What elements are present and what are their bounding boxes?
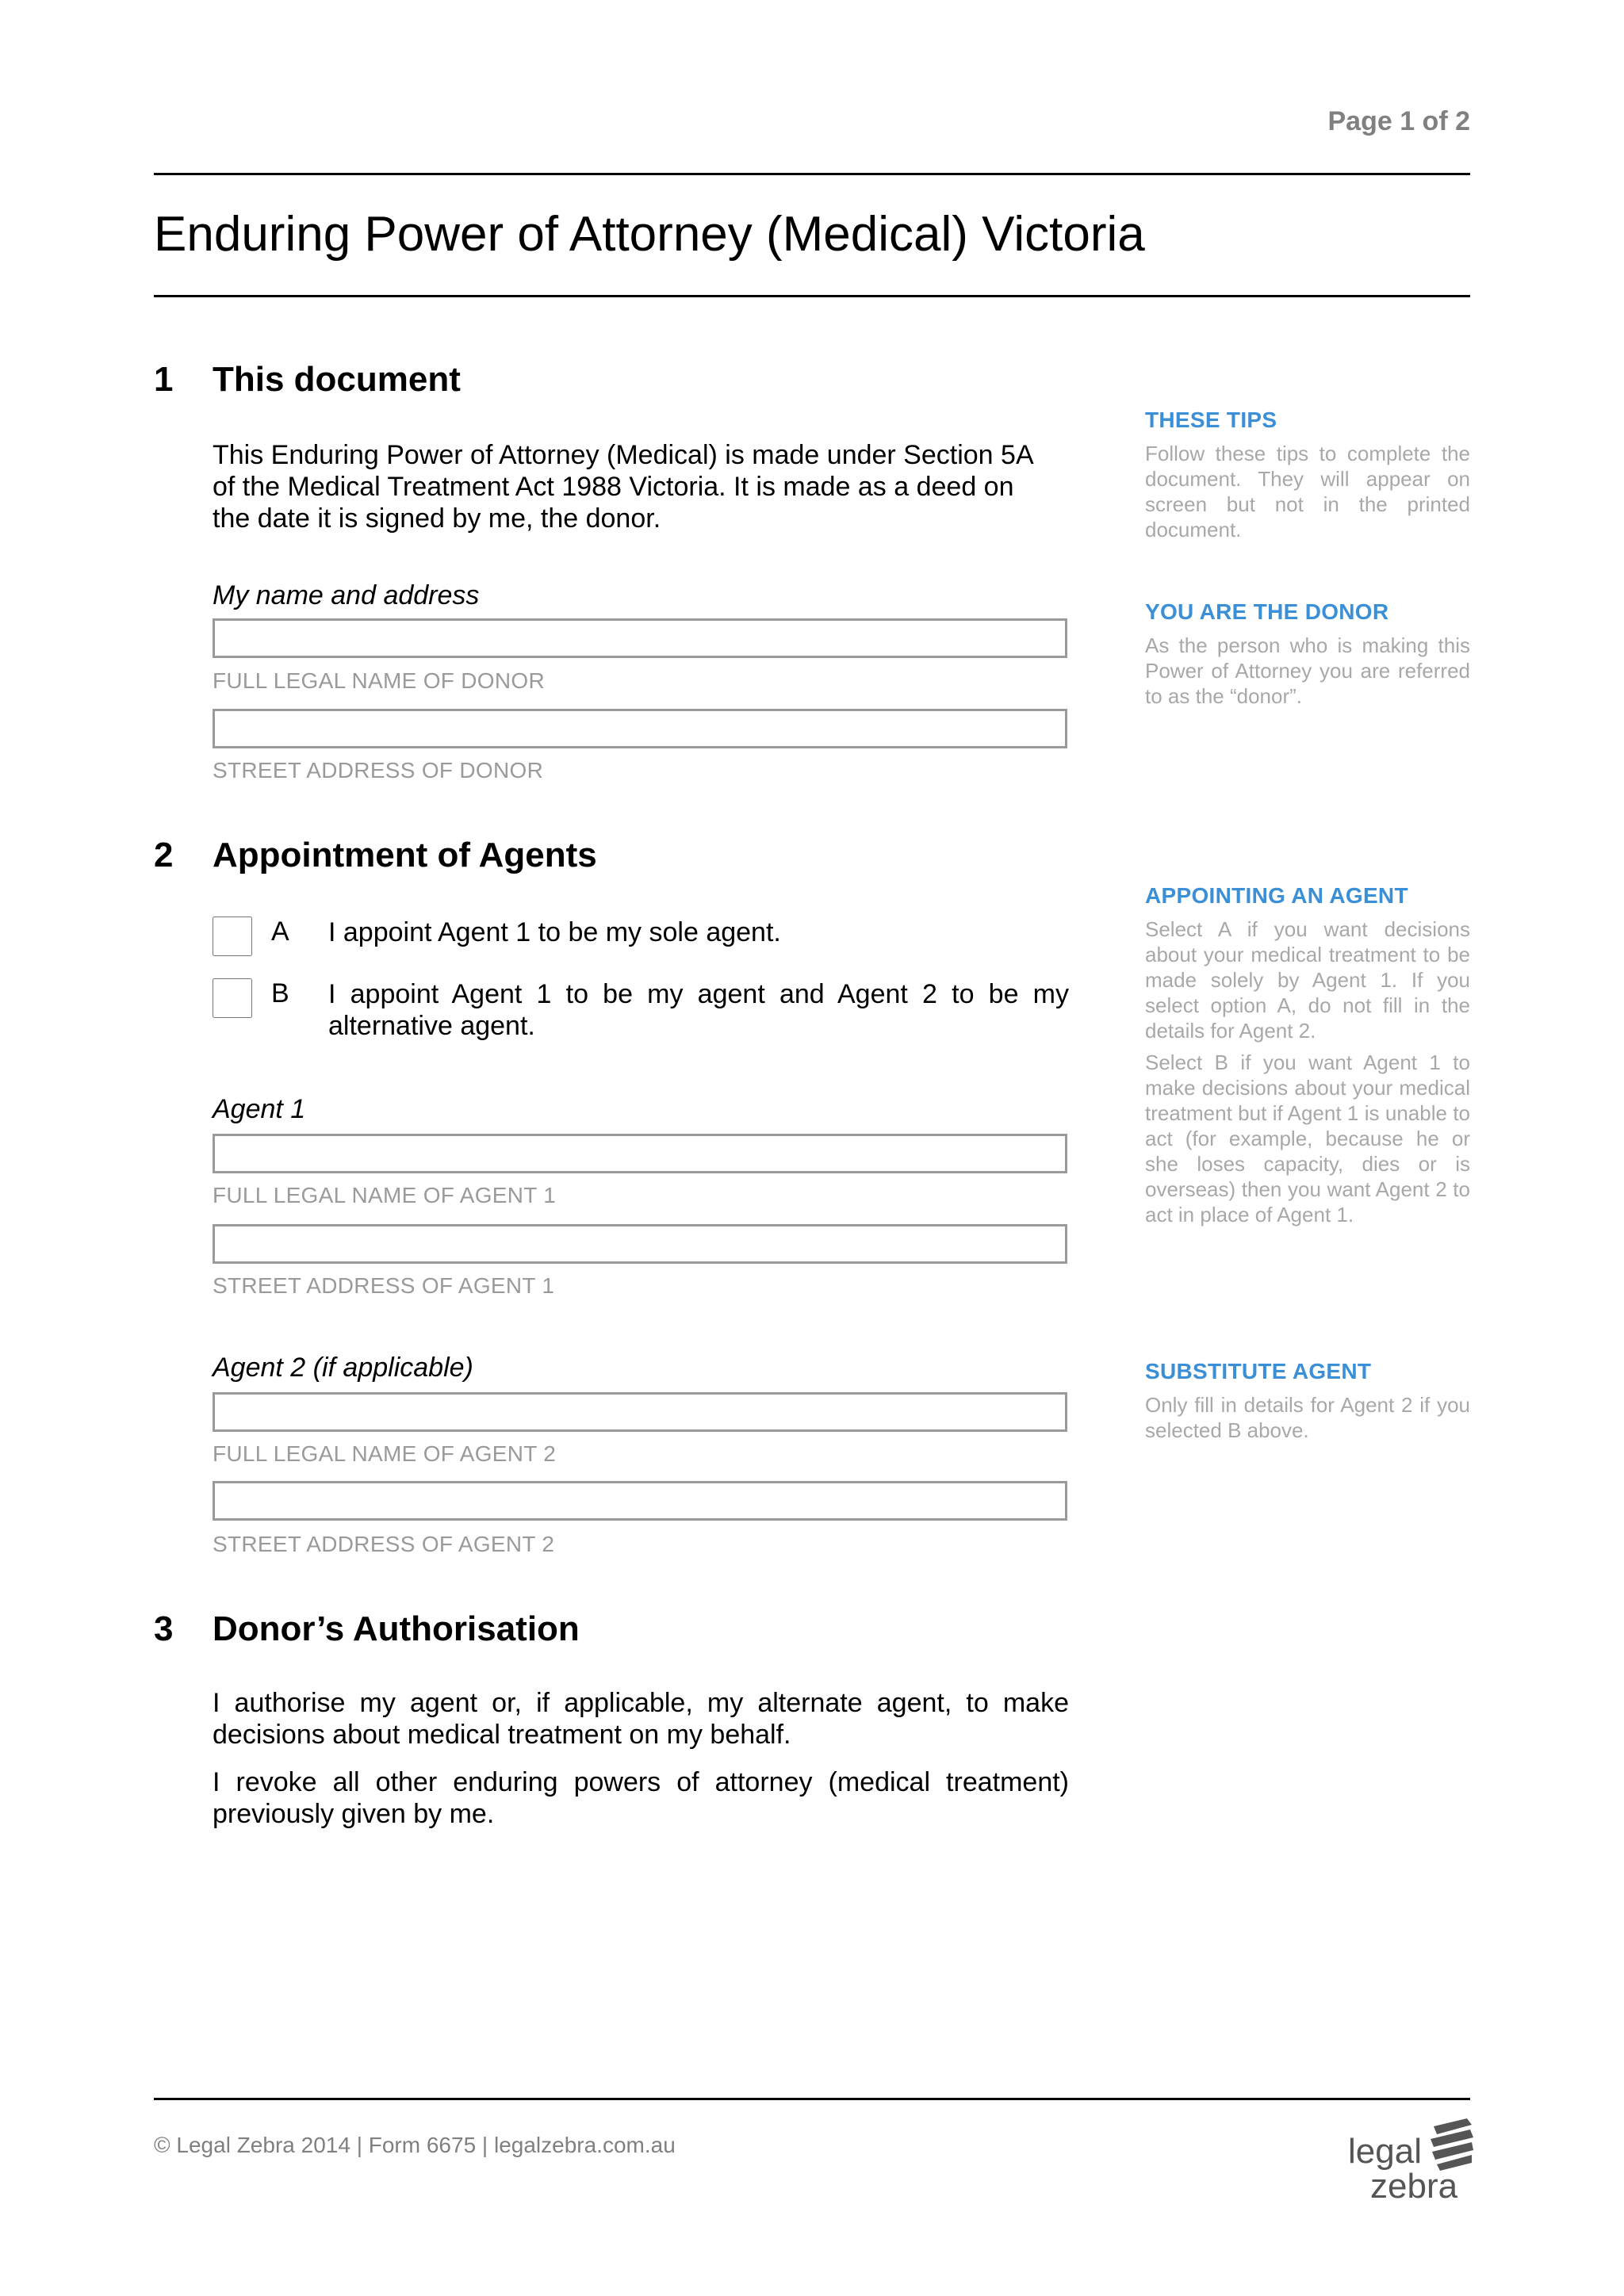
section-1-body xyxy=(213,439,1069,534)
agent-1-address-caption: STREET ADDRESS OF AGENT 1 xyxy=(213,1273,555,1298)
section-1-title: This document xyxy=(213,360,461,399)
option-b-checkbox[interactable] xyxy=(213,978,252,1018)
section-1-body-line: of the Medical Treatment Act 1988 Victoria. It is made as a deed on xyxy=(213,472,1014,502)
agent-2-address-caption: STREET ADDRESS OF AGENT 2 xyxy=(213,1532,555,1556)
agent-2-address-input[interactable] xyxy=(213,1481,1067,1521)
option-a-text: I appoint Agent 1 to be my sole agent. xyxy=(328,917,781,947)
agent-1-name-input[interactable] xyxy=(213,1134,1067,1173)
donor-name-address-label: My name and address xyxy=(213,580,480,610)
section-2-number: 2 xyxy=(154,836,174,874)
donor-address-caption: STREET ADDRESS OF DONOR xyxy=(213,758,544,783)
logo-word-legal: legal xyxy=(1348,2132,1422,2171)
agent-2-label: Agent 2 (if applicable) xyxy=(213,1353,473,1383)
logo-graphic xyxy=(1348,2115,1475,2202)
tip-text-substitute: Only fill in details for Agent 2 if you selected B above. xyxy=(1145,1393,1470,1442)
tip-text-donor: As the person who is making this Power of Attorney you are referred to as the “donor”. xyxy=(1145,633,1470,708)
section-3-number: 3 xyxy=(154,1609,174,1648)
section-1-body-line: This Enduring Power of Attorney (Medical) is made under Section 5A xyxy=(213,440,1034,470)
agent-2-name-caption: FULL LEGAL NAME OF AGENT 2 xyxy=(213,1441,557,1466)
page-indicator: Page 1 of 2 xyxy=(1327,106,1470,136)
tip-heading-these-tips: THESE TIPS xyxy=(1145,408,1277,432)
section-1-number: 1 xyxy=(154,360,174,399)
footer-rule xyxy=(154,2098,1470,2100)
zebra-stripes-icon xyxy=(1431,2118,1473,2171)
section-3-title: Donor’s Authorisation xyxy=(213,1609,580,1648)
tip-heading-appointing: APPOINTING AN AGENT xyxy=(1145,883,1408,908)
title-rule xyxy=(154,295,1470,297)
header-rule xyxy=(154,173,1470,175)
donor-name-input[interactable] xyxy=(213,618,1067,658)
agent-2-name-input[interactable] xyxy=(213,1392,1067,1432)
agent-1-name-caption: FULL LEGAL NAME OF AGENT 1 xyxy=(213,1183,557,1207)
tip-text-appointing-a: Select A if you want decisions about your medical treatment to be made solely by Agent 1. If you select option A, do not fill in the details for Agent 2. xyxy=(1145,917,1470,1043)
authorisation-paragraph: I authorise my agent or, if applicable, my alternate agent, to make decisions about medical treatment on my behalf. xyxy=(213,1688,1069,1750)
option-b-letter: B xyxy=(271,978,289,1008)
logo-word-zebra: zebra xyxy=(1370,2167,1458,2202)
footer-copyright: © Legal Zebra 2014 | Form 6675 | legalzebra.com.au xyxy=(154,2133,676,2157)
revocation-paragraph: I revoke all other enduring powers of attorney (medical treatment) previously given by me. xyxy=(213,1767,1069,1829)
donor-name-caption: FULL LEGAL NAME OF DONOR xyxy=(213,668,545,693)
section-1-body-line: the date it is signed by me, the donor. xyxy=(213,503,661,534)
tip-text-these-tips: Follow these tips to complete the document. They will appear on screen but not in the printed document. xyxy=(1145,442,1470,541)
agent-1-address-input[interactable] xyxy=(213,1224,1067,1264)
option-b-text: I appoint Agent 1 to be my agent and Agent 2 to be my alternative agent. xyxy=(328,979,1069,1041)
option-a-checkbox[interactable] xyxy=(213,916,252,956)
option-a-letter: A xyxy=(271,916,289,947)
tip-text-appointing-b: Select B if you want Agent 1 to make decisions about your medical treatment but if Agent 1 is unable to act (for example, because he or she loses capacity, dies or is overseas) then you want Agent 2 to act in place of Agent 1. xyxy=(1145,1050,1470,1226)
legal-zebra-logo xyxy=(1348,2115,1475,2202)
section-2-title: Appointment of Agents xyxy=(213,836,597,874)
tip-heading-donor: YOU ARE THE DONOR xyxy=(1145,599,1389,624)
agent-1-label: Agent 1 xyxy=(213,1094,306,1124)
donor-address-input[interactable] xyxy=(213,709,1067,748)
tip-heading-substitute: SUBSTITUTE AGENT xyxy=(1145,1359,1372,1383)
document-title: Enduring Power of Attorney (Medical) Victoria xyxy=(154,207,1145,262)
